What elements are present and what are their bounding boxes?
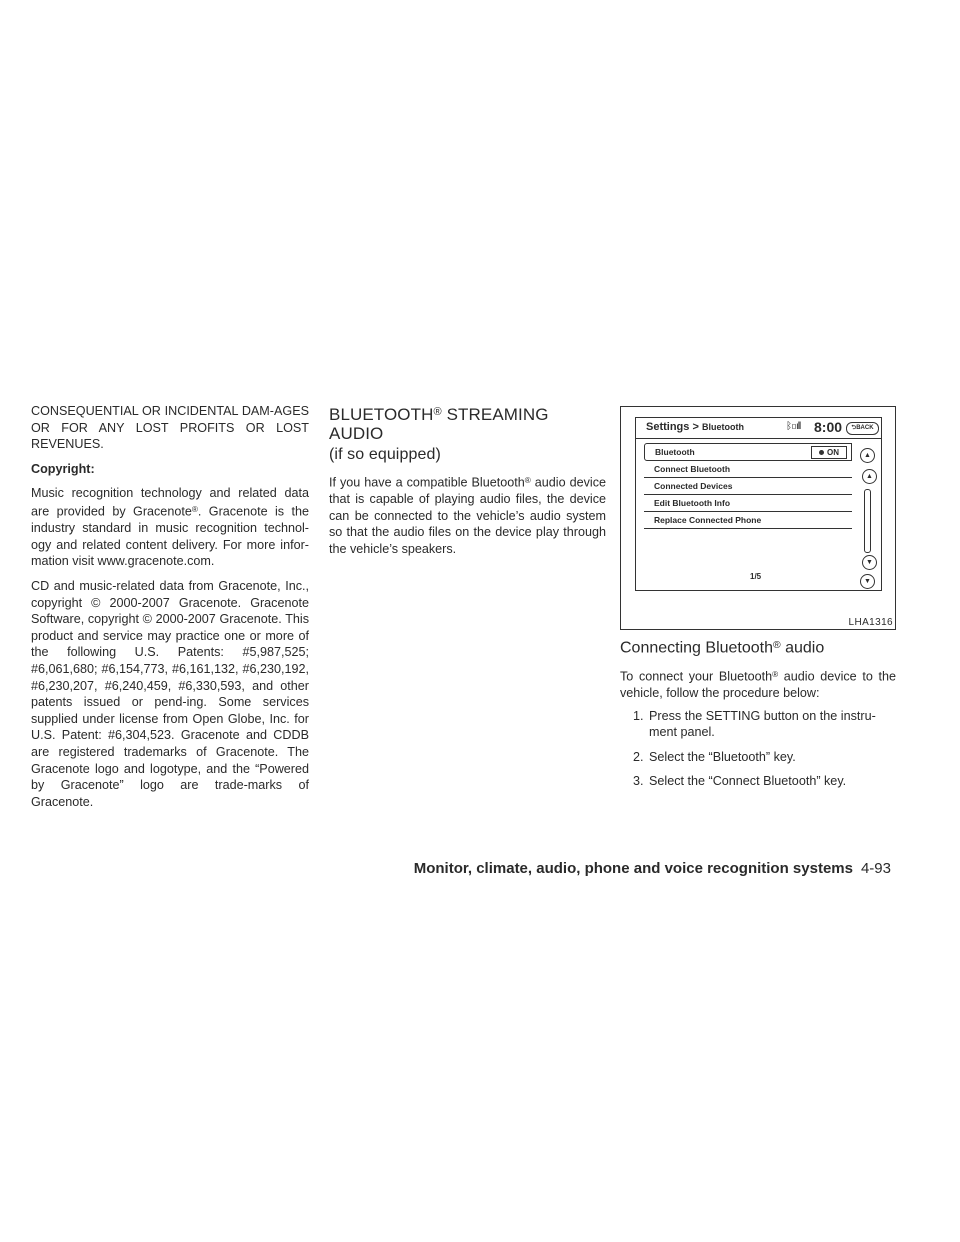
scroll-top-icon: ▲ [860,448,875,463]
copyright-heading: Copyright: [31,461,95,476]
back-button: ⮌BACK [846,422,879,435]
step-item [620,749,896,766]
registered-mark: ® [772,669,779,679]
section-title [329,403,606,464]
menu-item-replace-connected-phone: Replace Connected Phone [644,512,852,529]
text: audio device to the vehicle, follow the procedure below: [620,669,896,700]
paragraph-connect-intro [620,667,896,702]
text: . Gracenote is the industry standard in music recognition technol-ogy and related content delivery. For more infor-mation visit www.gracenote.com. [31,504,309,569]
menu-item-connect-bluetooth: Connect Bluetooth [644,461,852,478]
paragraph-damages: CONSEQUENTIAL OR INCIDENTAL DAM-AGES OR FOR ANY LOST PROFITS OR LOST REVENUES. [31,404,309,452]
heading-text: Connecting Bluetooth [620,639,773,657]
bluetooth-settings-figure [620,406,896,630]
page-indicator: 1/5 [750,572,762,581]
display-screen [635,417,882,591]
title-text: BLUETOOTH [329,404,434,424]
step-text: Select the “Connect Bluetooth” key. [649,774,847,789]
paragraph-patents: CD and music-related data from Gracenote, Inc., copyright © 2000-2007 Gracenote. Gracenote Software, copyright © 2000-2007 Gracenote. This product and service may practice one or more of the following U.S. Patents: #5,987,525; #6,061,680; #6,154,773, #6,161,132, #6,230,192, #6,230,207, #6,240,459, #6,330,593, and other patents issued or pend-ing. Some services supplied under license from Open Globe, Inc. for U.S. Patent: #6,304,523. Gracenote and CDDB are registered trademarks of Gracenote. The Gracenote logo and logotype, and the “Powered by Gracenote” logo are trade-marks of Gracenote. [31,579,309,809]
menu-item-connected-devices: Connected Devices [644,478,852,495]
page-footer [414,860,891,877]
clock: 8:00 [814,419,843,435]
menu-item-bluetooth [644,443,852,461]
step-text: Select the “Bluetooth” key. [649,749,796,764]
column-middle [329,403,606,558]
step-item [620,773,896,790]
page-number: 4-93 [860,860,891,877]
scroll-down-icon: ▼ [862,555,877,570]
screen-header [636,418,881,439]
steps-list [620,708,896,790]
text: To connect your Bluetooth [620,669,773,684]
subsection-title [620,636,896,659]
bluetooth-menu [644,443,852,529]
scrollbar [864,489,871,553]
menu-item-edit-bluetooth-info: Edit Bluetooth Info [644,495,852,512]
paragraph-gracenote [31,485,309,570]
registered-mark: ® [773,640,781,651]
scroll-bottom-icon: ▼ [860,574,875,589]
registered-mark: ® [524,475,531,485]
paragraph-streaming [329,473,606,558]
text: Music recognition technology and related data are provided by Gracenote [31,486,309,519]
indicator-icon [819,450,824,455]
column-left [31,403,309,810]
footer-section-title: Monitor, climate, audio, phone and voice recognition systems [413,860,853,877]
figure-code: LHA1316 [848,617,893,628]
text: audio device that is capable of playing audio files, the device can be connected to the vehicle’s audio system so that the audio files on the device play through the vehicle’s speakers. [329,475,606,557]
step-item [620,708,896,741]
menu-label: Bluetooth [655,447,695,457]
column-right [620,636,896,798]
step-number: 2. [633,749,644,764]
step-text: Press the SETTING button on the instru-ment panel. [649,708,876,740]
registered-mark: ® [191,504,198,514]
step-number: 3. [633,774,644,789]
scroll-up-icon: ▲ [862,469,877,484]
title-text: STREAMING AUDIO [329,404,549,443]
breadcrumb-settings: Settings > [646,421,699,433]
breadcrumb-bluetooth: Bluetooth [702,422,744,432]
heading-text: audio [780,639,825,657]
section-subtitle: (if so equipped) [329,445,441,463]
text: If you have a compatible Bluetooth [329,475,525,490]
on-indicator [811,446,847,459]
on-label: ON [827,448,839,457]
status-icon: ᛒ▯ıll [786,421,801,432]
registered-mark: ® [433,406,442,418]
step-number: 1. [633,708,644,723]
